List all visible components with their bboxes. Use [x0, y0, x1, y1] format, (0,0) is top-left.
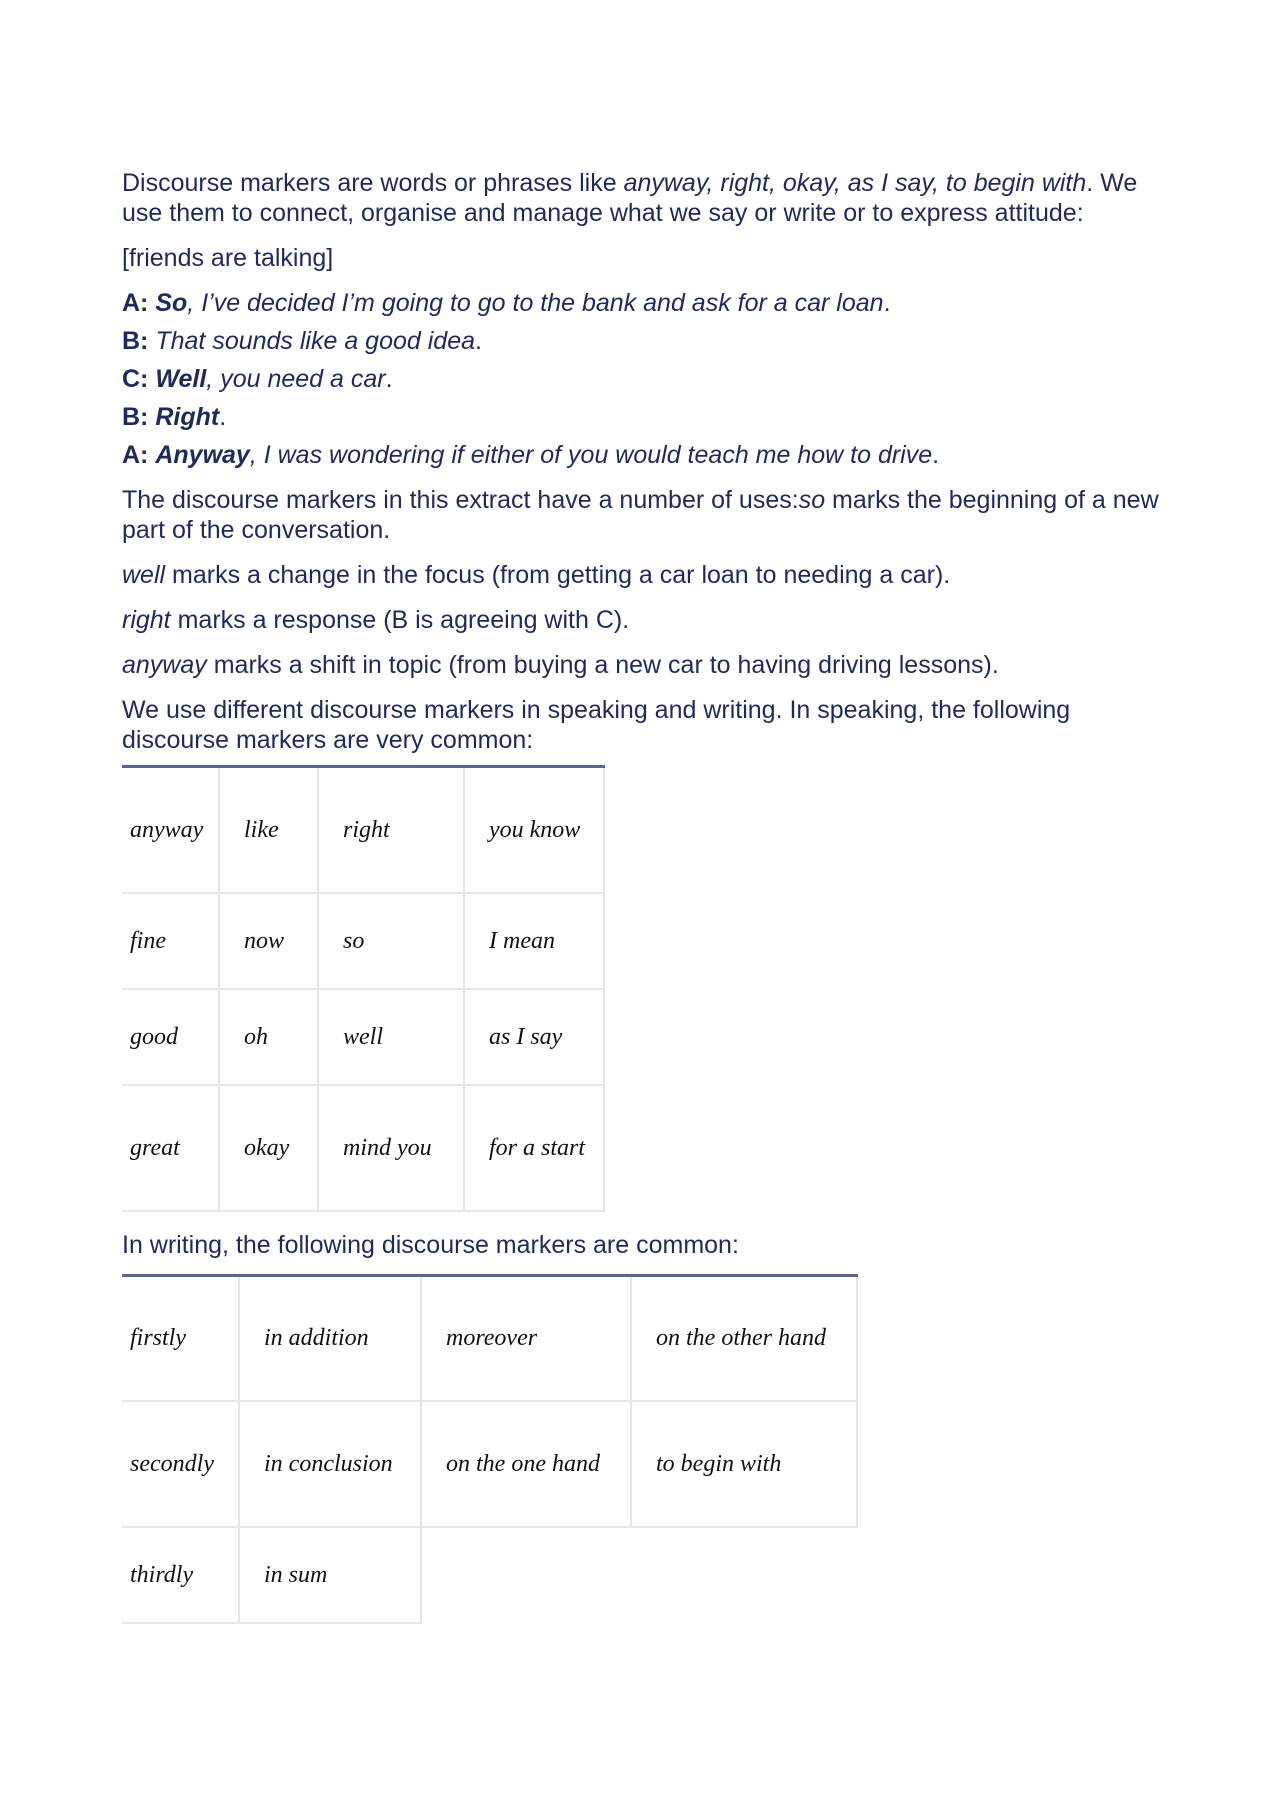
line-end: . — [385, 365, 393, 393]
table-cell: anyway — [122, 767, 219, 893]
discourse-marker: Right — [155, 403, 220, 431]
speaker-label: A: — [122, 441, 149, 469]
table-cell: on the other hand — [631, 1275, 857, 1401]
marker-description: marks a change in the focus (from getting a car loan to needing a car). — [165, 561, 951, 589]
discourse-marker: So — [155, 289, 188, 317]
table-cell: right — [318, 767, 464, 893]
table-cell: in sum — [239, 1527, 421, 1623]
uses-lead: The discourse markers in this extract have a number of uses: — [122, 486, 799, 514]
marker-description: marks the beginning of a new part of the conversation. — [122, 486, 1159, 544]
marker-word: so — [798, 486, 826, 514]
table-row — [122, 1401, 857, 1527]
document-page — [122, 168, 1162, 1624]
speaker-label: B: — [122, 403, 149, 431]
table-row — [122, 893, 604, 989]
writing-intro: In writing, the following discourse markers are common: — [122, 1230, 739, 1259]
table-cell: thirdly — [122, 1527, 239, 1623]
speaking-markers-table — [122, 765, 605, 1212]
table-cell: moreover — [421, 1275, 631, 1401]
intro-end: . We use them to connect, organise and manage what we say or write or to express attitude: — [122, 169, 1138, 227]
table-cell: in conclusion — [239, 1401, 421, 1527]
table-cell: in addition — [239, 1275, 421, 1401]
use-item — [122, 560, 1162, 590]
table-cell: oh — [219, 989, 318, 1085]
line-text: , you need a car — [206, 365, 386, 393]
table-cell: secondly — [122, 1401, 239, 1527]
intro-lead: Discourse markers are words or phrases like — [122, 169, 624, 197]
table-cell: like — [219, 767, 318, 893]
dialogue — [122, 288, 1162, 470]
speaking-intro: We use different discourse markers in speaking and writing. In speaking, the following discourse markers are very common: — [122, 696, 1071, 754]
line-text: , I’ve decided I’m going to go to the bank and ask for a car loan — [187, 289, 884, 317]
table-cell: firstly — [122, 1275, 239, 1401]
table-cell: as I say — [464, 989, 604, 1085]
table-cell: great — [122, 1085, 219, 1211]
table-cell: so — [318, 893, 464, 989]
marker-word: right — [122, 606, 171, 634]
line-text: That sounds like a good idea — [155, 327, 476, 355]
table-cell: you know — [464, 767, 604, 893]
dialogue-line — [122, 402, 1162, 432]
intro-examples: anyway, right, okay, as I say, to begin with — [623, 169, 1087, 197]
marker-description: marks a response (B is agreeing with C). — [170, 606, 630, 634]
speaker-label: B: — [122, 327, 149, 355]
table-cell: mind you — [318, 1085, 464, 1211]
uses-paragraph — [122, 485, 1162, 545]
marker-word: anyway — [122, 651, 207, 679]
table-cell: for a start — [464, 1085, 604, 1211]
marker-word: well — [122, 561, 166, 589]
table-cell: good — [122, 989, 219, 1085]
table-row — [122, 1527, 857, 1623]
discourse-marker: Anyway — [155, 441, 250, 469]
line-end: . — [475, 327, 482, 355]
table-cell: to begin with — [631, 1401, 857, 1527]
dialogue-line — [122, 288, 1162, 318]
table-cell-empty — [631, 1527, 857, 1623]
table-row — [122, 767, 604, 893]
table-row — [122, 1085, 604, 1211]
line-text: , I was wondering if either of you would teach me how to drive — [249, 441, 933, 469]
writing-markers-table — [122, 1274, 858, 1625]
intro-paragraph — [122, 168, 1162, 228]
table-row — [122, 1275, 857, 1401]
table-cell: I mean — [464, 893, 604, 989]
dialogue-line — [122, 364, 1162, 394]
marker-description: marks a shift in topic (from buying a new car to having driving lessons). — [206, 651, 999, 679]
dialogue-context: [friends are talking] — [122, 244, 334, 272]
line-end: . — [883, 289, 891, 317]
speaker-label: C: — [122, 365, 149, 393]
line-end: . — [932, 441, 940, 469]
dialogue-line — [122, 440, 1162, 470]
use-item — [122, 605, 1162, 635]
table-cell: now — [219, 893, 318, 989]
line-end: . — [219, 403, 227, 431]
dialogue-line — [122, 326, 1162, 356]
table-cell: on the one hand — [421, 1401, 631, 1527]
table-row — [122, 989, 604, 1085]
table-cell: fine — [122, 893, 219, 989]
use-item — [122, 650, 1162, 680]
speaker-label: A: — [122, 289, 149, 317]
table-cell-empty — [421, 1527, 631, 1623]
table-cell: well — [318, 989, 464, 1085]
discourse-marker: Well — [155, 365, 207, 393]
table-cell: okay — [219, 1085, 318, 1211]
